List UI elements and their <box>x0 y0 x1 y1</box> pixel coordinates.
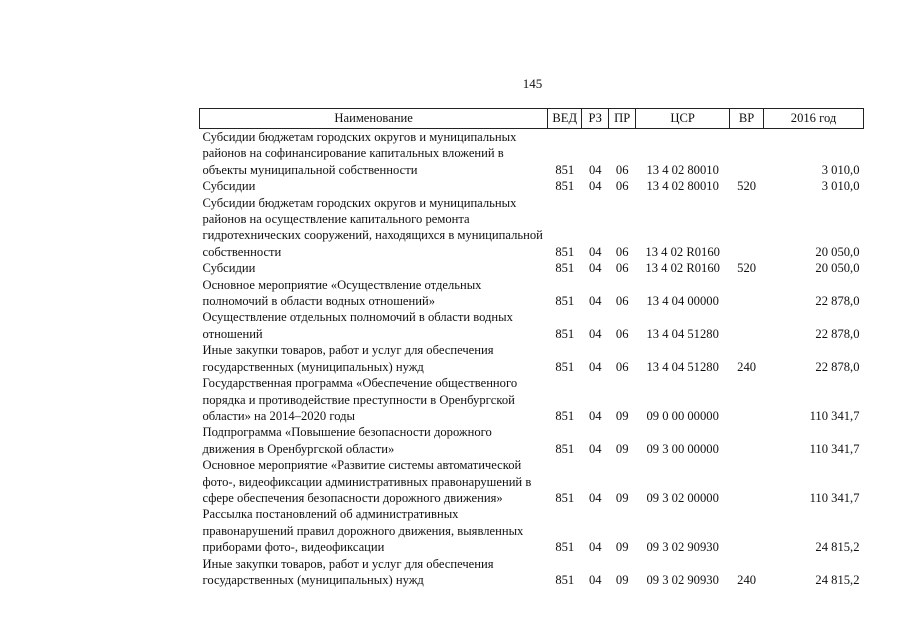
row-rz: 04 <box>588 294 602 309</box>
row-amount: 24 815,2 <box>815 572 860 587</box>
row-csr: 09 3 00 00000 <box>646 441 719 456</box>
row-ved: 851 <box>555 294 575 309</box>
row-csr: 13 4 04 51280 <box>646 359 719 374</box>
row-ved: 851 <box>555 326 575 341</box>
table-row <box>200 129 864 179</box>
row-name: Субсидии <box>202 179 256 194</box>
header-pr: ПР <box>609 109 636 129</box>
row-name: Рассылка постановлений об административных правонарушений правил дорожного движения, выявленных приборами фото-, видеофиксации <box>202 507 524 555</box>
row-name: Субсидии <box>202 261 256 276</box>
row-amount: 110 341,7 <box>809 441 860 456</box>
row-name: Подпрограмма «Повышение безопасности дорожного движения в Оренбургской области» <box>202 425 492 456</box>
row-rz: 04 <box>588 540 602 555</box>
row-pr: 06 <box>615 359 629 374</box>
table-row <box>200 556 864 589</box>
header-name: Наименование <box>200 109 548 129</box>
row-rz: 04 <box>588 572 602 587</box>
header-csr: ЦСР <box>636 109 730 129</box>
row-rz: 04 <box>588 326 602 341</box>
row-pr: 06 <box>615 261 629 276</box>
budget-table <box>199 108 864 588</box>
row-ved: 851 <box>555 162 575 177</box>
row-vr: 240 <box>737 359 757 374</box>
row-rz: 04 <box>588 408 602 423</box>
row-ved: 851 <box>555 572 575 587</box>
table-row <box>200 342 864 375</box>
row-ved: 851 <box>555 540 575 555</box>
row-csr: 09 3 02 00000 <box>646 490 719 505</box>
row-amount: 20 050,0 <box>815 244 860 259</box>
row-ved: 851 <box>555 179 575 194</box>
row-vr <box>730 277 764 310</box>
row-rz: 04 <box>588 162 602 177</box>
row-pr: 09 <box>615 572 629 587</box>
row-amount: 24 815,2 <box>815 540 860 555</box>
row-csr: 13 4 02 80010 <box>646 162 719 177</box>
row-vr <box>730 424 764 457</box>
table-body <box>200 129 864 589</box>
row-amount: 110 341,7 <box>809 490 860 505</box>
table-row <box>200 260 864 276</box>
header-year: 2016 год <box>764 109 864 129</box>
row-ved: 851 <box>555 441 575 456</box>
table-row <box>200 424 864 457</box>
row-amount: 22 878,0 <box>815 359 860 374</box>
row-pr: 06 <box>615 294 629 309</box>
row-pr: 09 <box>615 540 629 555</box>
table-row <box>200 178 864 194</box>
header-rz: РЗ <box>582 109 609 129</box>
row-name: Иные закупки товаров, работ и услуг для обеспечения государственных (муниципальных) нужд <box>202 343 494 374</box>
row-rz: 04 <box>588 359 602 374</box>
table-row <box>200 309 864 342</box>
row-csr: 13 4 02 R0160 <box>645 261 720 276</box>
page-number: 145 <box>522 76 543 91</box>
row-csr: 13 4 04 00000 <box>646 294 719 309</box>
row-csr: 13 4 04 51280 <box>646 326 719 341</box>
row-ved: 851 <box>555 359 575 374</box>
row-name: Осуществление отдельных полномочий в области водных отношений <box>202 310 513 341</box>
row-amount: 3 010,0 <box>821 179 860 194</box>
row-name: Иные закупки товаров, работ и услуг для обеспечения государственных (муниципальных) нужд <box>202 556 494 587</box>
row-vr <box>730 309 764 342</box>
row-vr: 240 <box>737 572 757 587</box>
row-rz: 04 <box>588 179 602 194</box>
row-amount: 3 010,0 <box>821 162 860 177</box>
row-vr: 520 <box>737 261 757 276</box>
row-ved: 851 <box>555 490 575 505</box>
row-name: Субсидии бюджетам городских округов и муниципальных районов на осуществление капитального ремонта гидротехнических сооружений, находящихся в муниципальной собственности <box>202 195 543 259</box>
row-rz: 04 <box>588 490 602 505</box>
row-pr: 06 <box>615 162 629 177</box>
row-csr: 13 4 02 R0160 <box>645 244 720 259</box>
row-name: Государственная программа «Обеспечение общественного порядка и противодействие преступности в Оренбургской области» на 2014–2020 годы <box>202 376 518 423</box>
row-pr: 09 <box>615 408 629 423</box>
table-row <box>200 375 864 424</box>
row-vr <box>730 457 764 506</box>
row-pr: 09 <box>615 441 629 456</box>
row-ved: 851 <box>555 261 575 276</box>
row-ved: 851 <box>555 244 575 259</box>
row-name: Субсидии бюджетам городских округов и муниципальных районов на софинансирование капитальных вложений в объекты муниципальной собственности <box>202 130 517 177</box>
row-amount: 22 878,0 <box>815 326 860 341</box>
row-vr: 520 <box>737 179 757 194</box>
row-csr: 13 4 02 80010 <box>646 179 719 194</box>
table-row <box>200 457 864 506</box>
row-vr <box>730 195 764 261</box>
row-ved: 851 <box>555 408 575 423</box>
row-name: Основное мероприятие «Развитие системы автоматической фото-, видеофиксации административных правонарушений в сфере обеспечения безопасности дорожного движения» <box>202 458 532 505</box>
row-vr <box>730 375 764 424</box>
header-ved: ВЕД <box>548 109 582 129</box>
row-csr: 09 0 00 00000 <box>646 408 719 423</box>
row-amount: 22 878,0 <box>815 294 860 309</box>
table-row <box>200 277 864 310</box>
header-vr: ВР <box>730 109 764 129</box>
row-pr: 06 <box>615 326 629 341</box>
row-csr: 09 3 02 90930 <box>646 540 719 555</box>
row-name: Основное мероприятие «Осуществление отдельных полномочий в области водных отношений» <box>202 277 482 309</box>
row-rz: 04 <box>588 244 602 259</box>
row-pr: 09 <box>615 490 629 505</box>
row-pr: 06 <box>615 179 629 194</box>
row-pr: 06 <box>615 244 629 259</box>
row-rz: 04 <box>588 261 602 276</box>
row-amount: 20 050,0 <box>815 261 860 276</box>
row-rz: 04 <box>588 441 602 456</box>
row-csr: 09 3 02 90930 <box>646 572 719 587</box>
table-row <box>200 195 864 261</box>
row-vr <box>730 129 764 179</box>
row-vr <box>730 506 764 555</box>
table-header <box>200 109 864 129</box>
table-row <box>200 506 864 555</box>
row-amount: 110 341,7 <box>809 408 860 423</box>
